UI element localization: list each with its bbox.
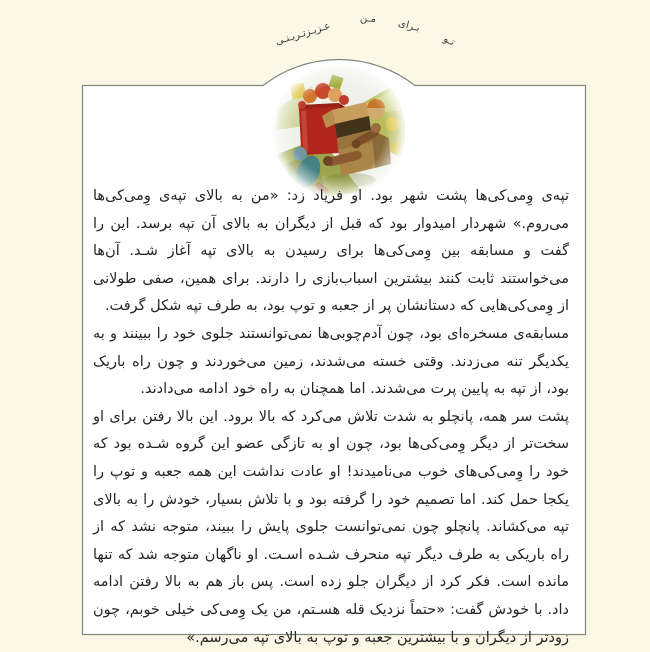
arc-title-word: تـو <box>441 33 457 49</box>
arc-title-word: عـزیـزتـریـنـی <box>274 20 332 48</box>
toybox-illustration <box>272 64 406 198</box>
arc-title-word: بـرای <box>397 17 421 35</box>
story-paragraph: تپه‌ی وِمی‌کی‌ها پشت شهر بود. او فریاد زد: «من به بالای تپه‌ی وِمی‌کی‌ها می‌روم.» شهردار امیدوار بود که قبل از دیگران به بالای آن تپه برسد. این را گفت و مسابقه بین وِمی‌کی‌ها برای رسیدن به بالای تپه آغاز شـد. آن‌ها می‌خواستند ثابت کنند بیشترین اسباب‌بازی را دارند. برای همین، صفی طولانی از وِمی‌کی‌هایی که دستانشان پر از جعبه و توپ بود، به طرف تپه شکل گرفت. <box>93 188 569 315</box>
story-paragraph: مسابقه‌ی مسخره‌ای بود، چون آدم‌چوبی‌ها نمی‌توانستند جلوی خود را ببینند و به یکدیگر تنه می‌زدند. وقتی خسته می‌شدند، زمین می‌خوردند و چون راه باریک بود، از تپه به پایین پرت می‌شدند. اما همچنان به راه خود ادامه می‌دادند. <box>93 325 569 398</box>
story-text <box>93 183 569 652</box>
arc-title-word: مـن <box>359 13 377 25</box>
story-paragraph: پشت سر همه، پانچلو به شدت تلاش می‌کرد که بالا برود. این بالا رفتن برای او سخت‌تر از دیگر وِمی‌کی‌ها بود، چون او به تازگی عضو این گروه شـده بود که خود را وِمی‌کی‌های خوب می‌نامیدند! او عادت نداشت این همه جعبه و توپ را یکجا حمل کند. اما تصمیم خود را گرفته بود و با تلاش بسیار، خودش را به بالای تپه می‌کشاند. پانچلو چون نمی‌توانست جلوی پایش را ببیند، متوجه نشد که از راه باریکی به طرف دیگر تپه منحرف شـده اسـت. او ناگهان متوجه شد که تنها مانده است. فکر کرد از دیگران جلو زده است. پس باز هم به بالا رفتن ادامه داد. با خودش گفت: «حتماً نزدیک قله هسـتم، من یک وِمی‌کی خیلی خوبم، چون زودتر از دیگران و با بیشترین جعبه و توپ به بالای تپه می‌رسم.» <box>93 408 569 646</box>
